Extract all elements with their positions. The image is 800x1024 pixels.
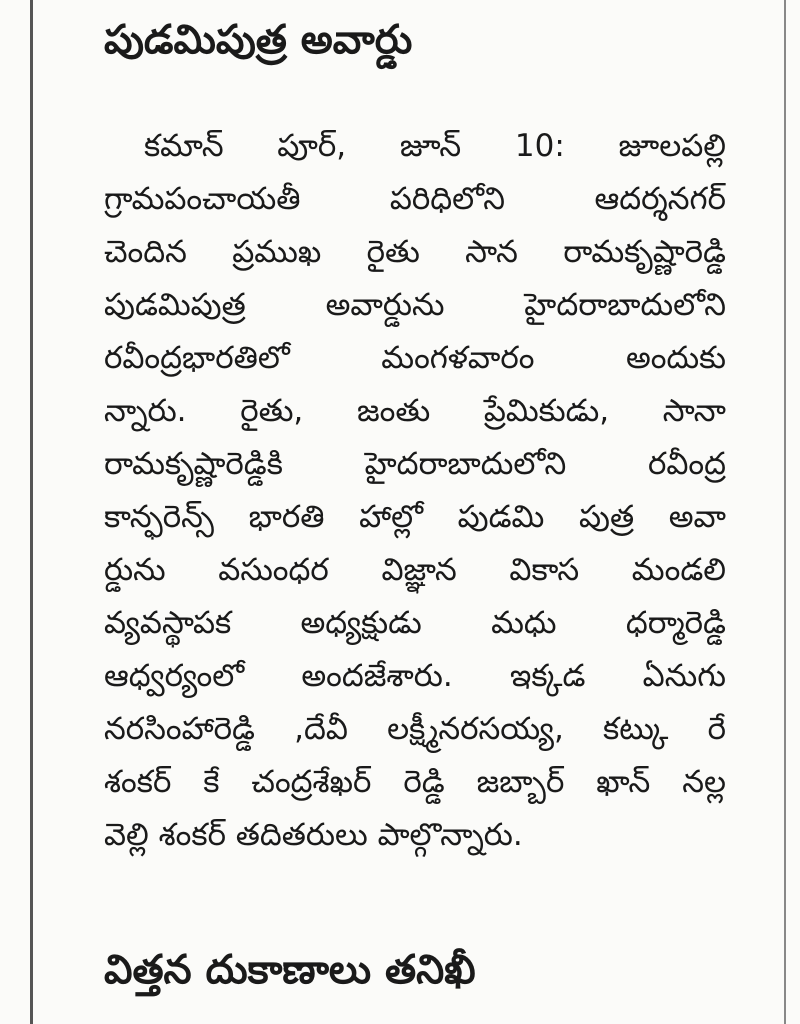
body-line: నరసింహారెడ్డి ,దేవీ లక్ష్మీనరసయ్య, కట్కు రే — [104, 711, 726, 747]
body-line: ర్డును వసుంధర విజ్ఞాన వికాస మండలి — [104, 552, 726, 588]
body-line: గ్రామపంచాయతీ పరిధిలోని ఆదర్శనగర్ — [104, 181, 726, 217]
body-line: చెందిన ప్రముఖ రైతు సాన రామకృష్ణారెడ్డి — [104, 234, 726, 270]
left-column-rule — [30, 0, 33, 1024]
body-line: కాన్ఫరెన్స్ భారతి హాల్లో పుడమి పుత్ర అవా — [104, 499, 726, 535]
body-line: శంకర్ కే చంద్రశేఖర్ రెడ్డి జబ్బార్ ఖాన్ నల్ల — [104, 764, 726, 800]
article-headline: పుడమిపుత్ర అవార్డు — [104, 17, 413, 63]
right-column-rule — [784, 0, 786, 1024]
body-line: రామకృష్ణారెడ్డికి హైదరాబాదులోని రవీంద్ర — [104, 446, 726, 482]
article-body — [104, 120, 726, 862]
body-line: ఆధ్వర్యంలో అందజేశారు. ఇక్కడ ఏనుగు — [104, 658, 726, 694]
body-line: వ్యవస్థాపక అధ్యక్షుడు మధు ధర్మారెడ్డి — [104, 605, 726, 641]
article-clipping — [104, 0, 726, 1024]
body-line: కమాన్ పూర్, జూన్ 10: జూలపల్లి — [144, 128, 726, 164]
body-line: పుడమిపుత్ర అవార్డును హైదరాబాదులోని — [104, 287, 726, 323]
next-article-headline: విత్తన దుకాణాలు తనిఖీ — [104, 947, 476, 993]
body-line: వెల్లి శంకర్ తదితరులు పాల్గొన్నారు. — [104, 817, 523, 853]
body-line: న్నారు. రైతు, జంతు ప్రేమికుడు, సానా — [104, 393, 726, 429]
body-line: రవీంద్రభారతిలో మంగళవారం అందుకు — [104, 340, 726, 376]
